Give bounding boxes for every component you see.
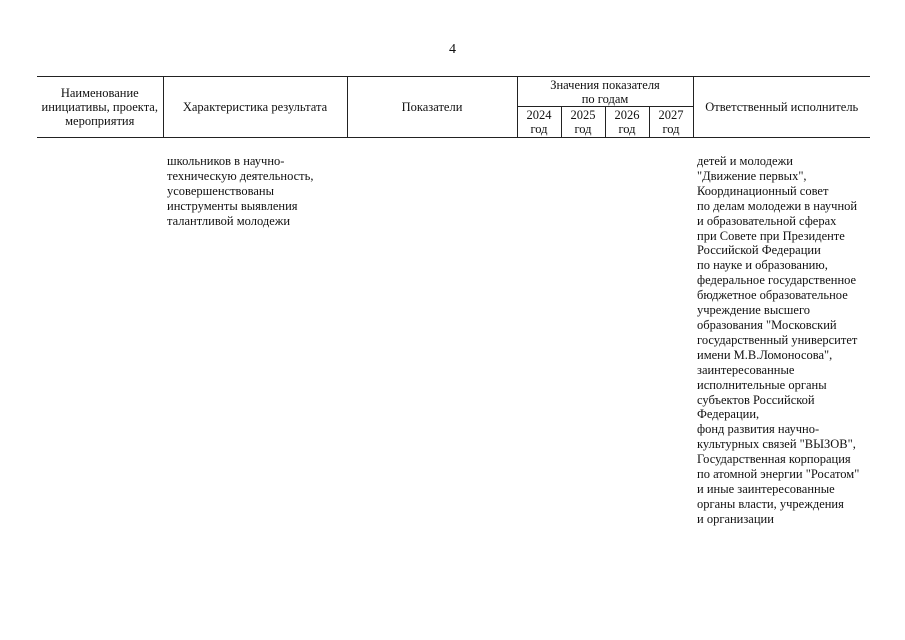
header-initiative-name	[37, 77, 163, 138]
table-row	[37, 138, 870, 527]
responsible-text-line: учреждение высшего	[697, 303, 811, 318]
year-label: 2024	[526, 108, 552, 122]
responsible-text-line: Государственная корпорация	[697, 452, 851, 467]
header-indicator-values	[517, 77, 693, 107]
header-initiative-name-line: инициативы, проекта,	[41, 100, 158, 114]
cell-value-2025	[561, 138, 605, 527]
result-text-line: школьников в научно-	[167, 154, 285, 168]
header-result-characteristic: Характеристика результата	[163, 77, 347, 138]
responsible-text-line: образования "Московский	[697, 317, 837, 332]
responsible-text-line: "Движение первых",	[697, 168, 807, 183]
cell-result-characteristic	[163, 138, 347, 527]
header-indicators: Показатели	[347, 77, 517, 138]
responsible-text-line: Координационный совет	[697, 183, 829, 198]
year-unit: год	[662, 122, 680, 136]
responsible-text-line: и иные заинтересованные	[697, 481, 835, 496]
header-initiative-name-line: Наименование	[60, 86, 139, 100]
responsible-text-line: Федерации,	[697, 407, 760, 422]
header-year-2024	[517, 107, 561, 138]
header-year-2027	[649, 107, 693, 138]
cell-value-2026	[605, 138, 649, 527]
responsible-text-line: имени М.В.Ломоносова",	[697, 347, 833, 362]
responsible-text-line: культурных связей "ВЫЗОВ",	[697, 437, 856, 452]
responsible-text-line: и образовательной сферах	[697, 213, 837, 228]
responsible-text-line: федеральное государственное	[697, 273, 857, 288]
responsible-text-line: заинтересованные	[697, 362, 795, 377]
responsible-text-line: Российской Федерации	[697, 243, 821, 258]
header-year-2026	[605, 107, 649, 138]
year-label: 2027	[658, 108, 684, 122]
year-unit: год	[618, 122, 636, 136]
responsible-text-line: органы власти, учреждения	[697, 496, 844, 511]
cell-responsible-executor	[693, 138, 870, 527]
year-label: 2025	[570, 108, 596, 122]
initiatives-table	[37, 76, 870, 527]
year-unit: год	[574, 122, 592, 136]
responsible-text-line: по делам молодежи в научной	[697, 198, 858, 213]
responsible-text-line: детей и молодежи	[697, 154, 793, 168]
responsible-text-line: субъектов Российской	[697, 392, 815, 407]
year-unit: год	[530, 122, 548, 136]
responsible-text-line: по науке и образованию,	[697, 258, 828, 273]
result-text-line: техническую деятельность,	[167, 168, 314, 183]
cell-initiative-name	[37, 138, 163, 527]
result-text-line: усовершенствованы	[167, 183, 274, 198]
header-year-2025	[561, 107, 605, 138]
responsible-text-line: исполнительные органы	[697, 377, 827, 392]
header-responsible-executor: Ответственный исполнитель	[693, 77, 870, 138]
cell-value-2024	[517, 138, 561, 527]
responsible-text-line: и организации	[697, 511, 774, 526]
result-text-line: инструменты выявления	[167, 198, 298, 213]
cell-value-2027	[649, 138, 693, 527]
responsible-text-line: при Совете при Президенте	[697, 228, 845, 243]
page-number: 4	[449, 42, 456, 57]
year-label: 2026	[614, 108, 640, 122]
result-text-line: талантливой молодежи	[167, 213, 291, 228]
header-indicator-values-line: Значения показателя	[550, 77, 660, 92]
responsible-text-line: государственный университет	[697, 332, 858, 347]
responsible-text-line: фонд развития научно-	[697, 422, 820, 437]
cell-indicators	[347, 138, 517, 527]
responsible-text-line: бюджетное образовательное	[697, 288, 848, 303]
header-initiative-name-line: мероприятия	[65, 114, 135, 128]
header-indicator-values-line: по годам	[581, 91, 629, 106]
responsible-text-line: по атомной энергии "Росатом"	[697, 467, 860, 482]
